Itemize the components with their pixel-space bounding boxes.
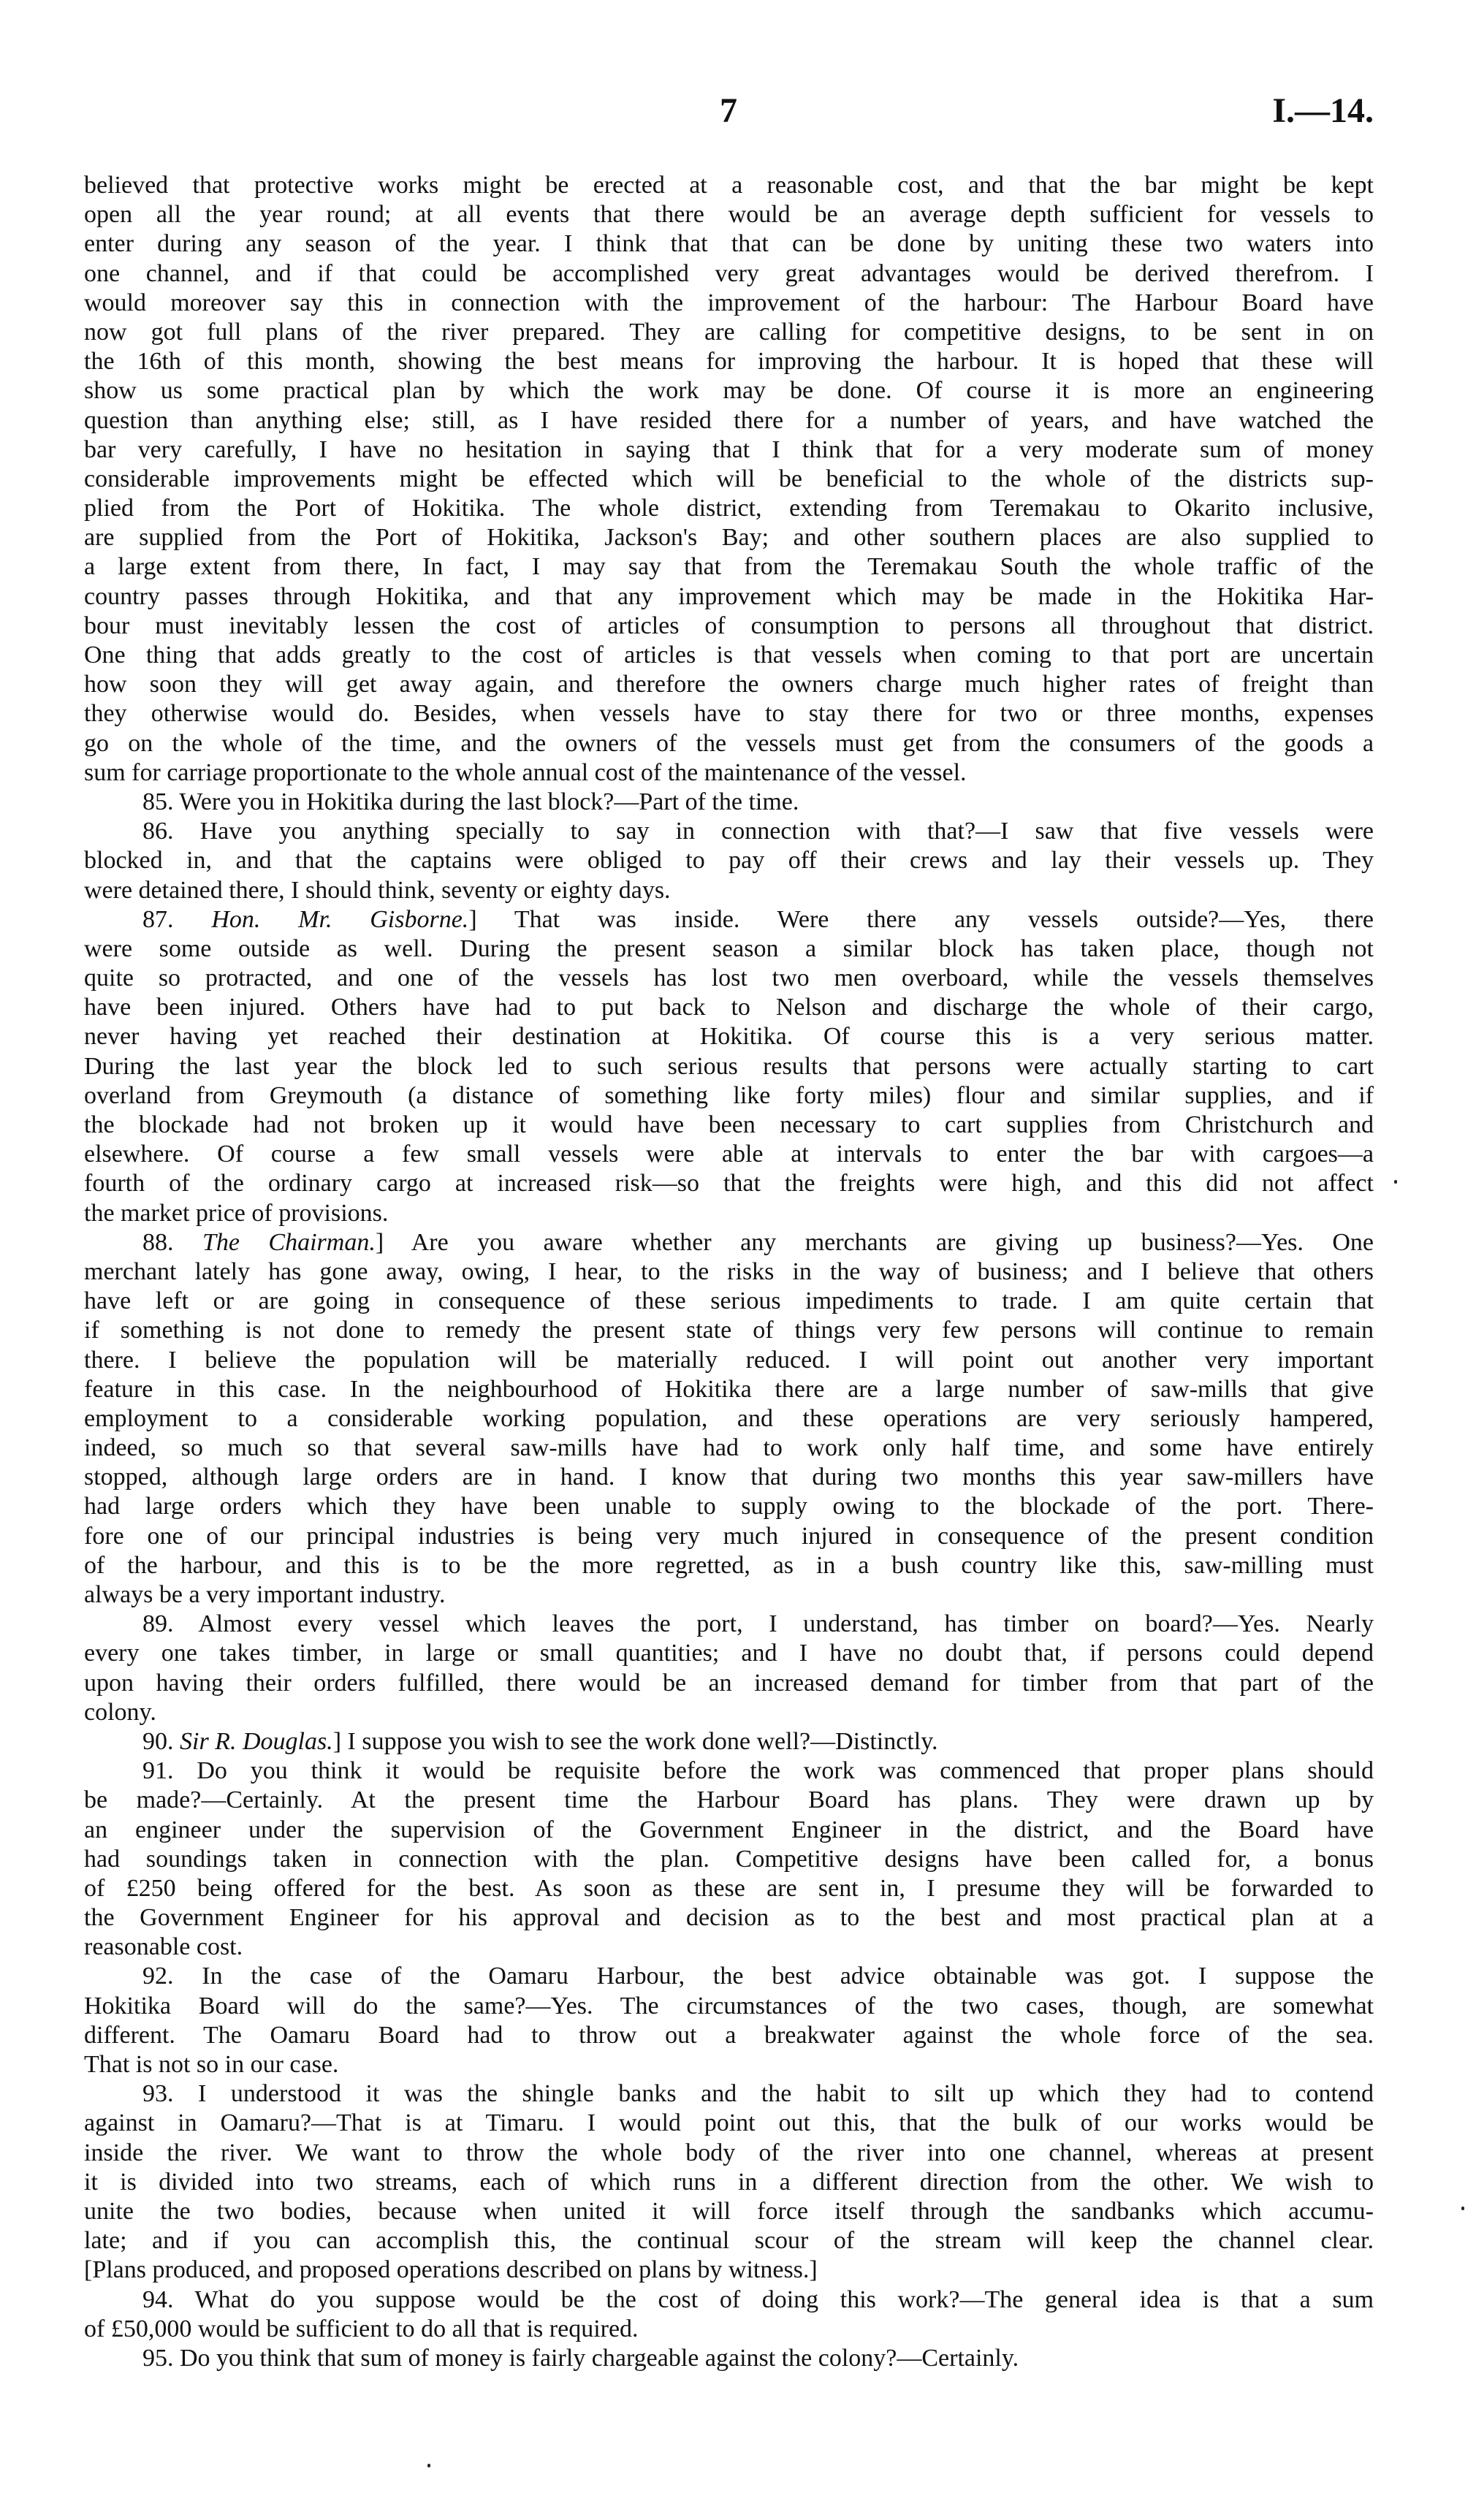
text-line: have left or are going in consequence of these serious impediments to trade. I am quite certain that xyxy=(84,1287,1374,1315)
text-line xyxy=(84,905,1374,934)
text-line: inside the river. We want to throw the whole body of the river into one channel, whereas at present xyxy=(84,2139,1374,2166)
text-line: 92. In the case of the Oamaru Harbour, the best advice obtainable was got. I suppose the xyxy=(142,1963,1374,1990)
text-line: colony. xyxy=(84,1698,156,1726)
document-body xyxy=(84,171,1374,2373)
text-line: the market price of provisions. xyxy=(84,1199,389,1227)
text-line: quite so protracted, and one of the vessels has lost two men overboard, while the vessels themselves xyxy=(84,964,1374,992)
text-line: never having yet reached their destination at Hokitika. Of course this is a very serious matter. xyxy=(84,1023,1374,1051)
text-line: the blockade had not broken up it would have been necessary to cart supplies from Christchurch and xyxy=(84,1111,1374,1138)
text-line: During the last year the block led to such serious results that persons were actually starting to cart xyxy=(84,1052,1374,1080)
text-line: That is not so in our case. xyxy=(84,2051,339,2078)
text-line: employment to a considerable working population, and these operations are very seriously hampered, xyxy=(84,1404,1374,1432)
text-line: merchant lately has gone away, owing, I hear, to the risks in the way of business; and I believe that others xyxy=(84,1257,1374,1285)
line-text: ] That was inside. Were there any vessels outside?—Yes, there xyxy=(468,905,1374,933)
text-line: stopped, although large orders are in hand. I know that during two months this year saw-millers have xyxy=(84,1463,1374,1491)
document-reference: I.—14. xyxy=(1272,91,1374,130)
text-line: bar very carefully, I have no hesitation in saying that I think that for a very moderate sum of money xyxy=(84,435,1374,463)
text-line: different. The Oamaru Board had to throw out a breakwater against the whole force of the sea. xyxy=(84,2021,1374,2049)
text-line: 86. Have you anything specially to say in connection with that?—I saw that five vessels were xyxy=(142,818,1374,845)
text-line: go on the whole of the time, and the owners of the vessels must get from the consumers of the goods a xyxy=(84,729,1374,757)
text-line: have been injured. Others have had to put back to Nelson and discharge the whole of their cargo, xyxy=(84,994,1374,1021)
text-line: every one takes timber, in large or small quantities; and I have no doubt that, if persons could depend xyxy=(84,1640,1374,1667)
text-line: the Government Engineer for his approval and decision as to the best and most practical plan at a xyxy=(84,1904,1374,1932)
text-line: it is divided into two streams, each of which runs in a different direction from the other. We wish to xyxy=(84,2168,1374,2196)
text-line: question than anything else; still, as I have resided there for a number of years, and have watched the xyxy=(84,406,1374,434)
text-line: late; and if you can accomplish this, the continual scour of the stream will keep the channel clear. xyxy=(84,2227,1374,2255)
text-line: believed that protective works might be erected at a reasonable cost, and that the bar might be kept xyxy=(84,172,1374,199)
question-number: 87. xyxy=(142,905,212,933)
text-line: feature in this case. In the neighbourhood of Hokitika there are a large number of saw-mills that give xyxy=(84,1375,1374,1403)
text-line: of £50,000 would be sufficient to do all that is required. xyxy=(84,2315,639,2342)
line-text: ] I suppose you wish to see the work done well?—Distinctly. xyxy=(332,1727,938,1755)
text-line: one channel, and if that could be accomplished very great advantages would be derived therefrom. I xyxy=(84,259,1374,287)
text-line: blocked in, and that the captains were obliged to pay off their crews and lay their vessels up. They xyxy=(84,847,1374,875)
text-line: always be a very important industry. xyxy=(84,1581,446,1608)
text-line: 95. Do you think that sum of money is fairly chargeable against the colony?—Certainly. xyxy=(142,2344,1019,2372)
text-line: against in Oamaru?—That is at Timaru. I would point out this, that the bulk of our works would be xyxy=(84,2109,1374,2137)
text-line: indeed, so much so that several saw-mills have had to work only half time, and some have entirely xyxy=(84,1434,1374,1462)
text-line: sum for carriage proportionate to the whole annual cost of the maintenance of the vessel. xyxy=(84,758,967,786)
text-line: unite the two bodies, because when united it will force itself through the sandbanks which accumu- xyxy=(84,2197,1374,2225)
text-line: enter during any season of the year. I think that that can be done by uniting these two waters into xyxy=(84,230,1374,258)
text-line: were some outside as well. During the present season a similar block has taken place, though not xyxy=(84,934,1374,962)
page-speck xyxy=(427,2464,430,2467)
text-line: Hokitika Board will do the same?—Yes. The circumstances of the two cases, though, are somewhat xyxy=(84,1992,1374,2020)
text-line: One thing that adds greatly to the cost of articles is that vessels when coming to that port are uncertain xyxy=(84,642,1374,669)
text-line xyxy=(84,1228,1374,1257)
text-line: upon having their orders fulfilled, there would be an increased demand for timber from that part of the xyxy=(84,1669,1374,1697)
text-line: the 16th of this month, showing the best means for improving the harbour. It is hoped that these will xyxy=(84,348,1374,376)
page-number: 7 xyxy=(720,91,737,130)
text-line: fourth of the ordinary cargo at increased risk—so that the freights were high, and this did not affect xyxy=(84,1170,1374,1198)
text-line: 85. Were you in Hokitika during the last block?—Part of the time. xyxy=(142,788,799,815)
text-line: show us some practical plan by which the work may be done. Of course it is more an engineering xyxy=(84,377,1374,405)
text-line: bour must inevitably lessen the cost of articles of consumption to persons all throughout that district. xyxy=(84,612,1374,639)
text-line: of £250 being offered for the best. As soon as these are sent in, I presume they will be forwarded to xyxy=(84,1874,1374,1902)
margin-speck xyxy=(1461,2207,1464,2210)
question-number: 88. xyxy=(142,1228,202,1256)
speaker-name: Hon. Mr. Gisborne. xyxy=(211,905,469,933)
text-line: fore one of our principal industries is being very much injured in consequence of the present condition xyxy=(84,1522,1374,1550)
text-line: if something is not done to remedy the present state of things very few persons will continue to remain xyxy=(84,1317,1374,1344)
text-line: considerable improvements might be effected which will be beneficial to the whole of the districts sup- xyxy=(84,465,1374,492)
speaker-name: Sir R. Douglas. xyxy=(180,1727,333,1755)
text-line: were detained there, I should think, seventy or eighty days. xyxy=(84,876,671,904)
text-line: elsewhere. Of course a few small vessels were able at intervals to enter the bar with cargoes—a xyxy=(84,1141,1374,1168)
text-line: 91. Do you think it would be requisite before the work was commenced that proper plans should xyxy=(142,1757,1374,1785)
text-line: how soon they will get away again, and therefore the owners charge much higher rates of freight than xyxy=(84,671,1374,698)
text-line: an engineer under the supervision of the Government Engineer in the district, and the Board have xyxy=(84,1816,1374,1843)
text-line: they otherwise would do. Besides, when vessels have to stay there for two or three months, expenses xyxy=(84,700,1374,728)
text-line: [Plans produced, and proposed operations described on plans by witness.] xyxy=(84,2256,818,2284)
text-line: open all the year round; at all events that there would be an average depth sufficient for vessels to xyxy=(84,201,1374,229)
text-line: be made?—Certainly. At the present time the Harbour Board has plans. They were drawn up by xyxy=(84,1786,1374,1814)
text-line: had soundings taken in connection with the plan. Competitive designs have been called for, a bonus xyxy=(84,1845,1374,1873)
text-line: plied from the Port of Hokitika. The whole district, extending from Teremakau to Okarito inclusive, xyxy=(84,495,1374,522)
text-line: 94. What do you suppose would be the cost of doing this work?—The general idea is that a sum xyxy=(142,2285,1374,2313)
margin-speck xyxy=(1394,1180,1397,1184)
text-line: 93. I understood it was the shingle banks and the habit to silt up which they had to contend xyxy=(142,2080,1374,2108)
text-line: now got full plans of the river prepared. They are calling for competitive designs, to be sent in on xyxy=(84,318,1374,346)
text-line: 89. Almost every vessel which leaves the port, I understand, has timber on board?—Yes. Nearly xyxy=(142,1610,1374,1638)
line-text: ] Are you aware whether any merchants are giving up business?—Yes. One xyxy=(375,1228,1374,1256)
text-line: are supplied from the Port of Hokitika, Jackson's Bay; and other southern places are also supplied to xyxy=(84,524,1374,552)
text-line: would moreover say this in connection with the improvement of the harbour: The Harbour Board have xyxy=(84,289,1374,316)
question-number: 90. xyxy=(142,1727,180,1755)
text-line: had large orders which they have been unable to supply owing to the blockade of the port. There- xyxy=(84,1493,1374,1520)
text-line: there. I believe the population will be materially reduced. I will point out another very important xyxy=(84,1346,1374,1374)
text-line: a large extent from there, In fact, I may say that from the Teremakau South the whole traffic of the xyxy=(84,553,1374,581)
text-line: reasonable cost. xyxy=(84,1933,243,1961)
speaker-name: The Chairman. xyxy=(202,1228,376,1256)
text-line: overland from Greymouth (a distance of something like forty miles) flour and similar supplies, and if xyxy=(84,1081,1374,1109)
text-line: of the harbour, and this is to be the more regretted, as in a bush country like this, saw-milling must xyxy=(84,1551,1374,1579)
text-line: country passes through Hokitika, and that any improvement which may be made in the Hokitika Har- xyxy=(84,582,1374,610)
text-line xyxy=(84,1727,1374,1756)
